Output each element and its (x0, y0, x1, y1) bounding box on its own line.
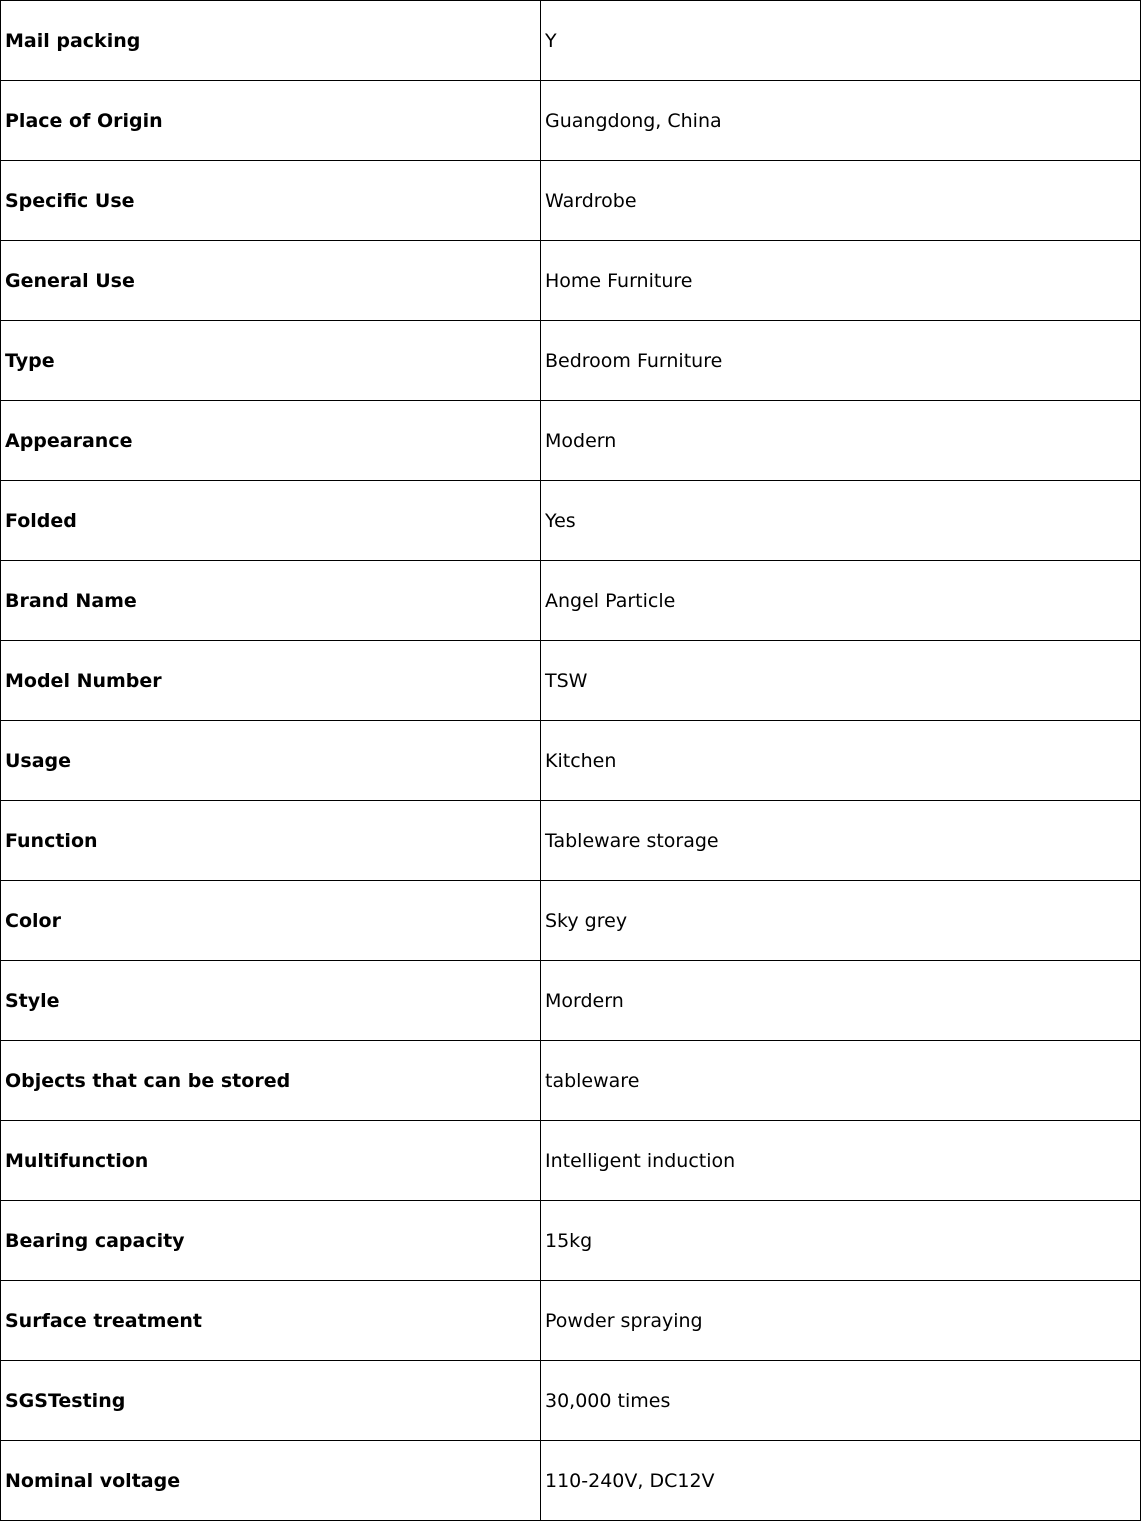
spec-value: 15kg (541, 1201, 1141, 1281)
spec-label: Folded (1, 481, 541, 561)
table-row (1, 1, 1141, 81)
spec-label: Type (1, 321, 541, 401)
table-row (1, 801, 1141, 881)
spec-label: Surface treatment (1, 1281, 541, 1361)
spec-label: Objects that can be stored (1, 1041, 541, 1121)
spec-value: tableware (541, 1041, 1141, 1121)
table-row (1, 881, 1141, 961)
spec-label: Nominal voltage (1, 1441, 541, 1521)
spec-value: Y (541, 1, 1141, 81)
spec-label: SGSTesting (1, 1361, 541, 1441)
table-row (1, 481, 1141, 561)
table-row (1, 1281, 1141, 1361)
spec-value: Mordern (541, 961, 1141, 1041)
table-row (1, 321, 1141, 401)
table-row (1, 401, 1141, 481)
spec-label: Color (1, 881, 541, 961)
spec-value: Wardrobe (541, 161, 1141, 241)
spec-value: Home Furniture (541, 241, 1141, 321)
spec-label: Style (1, 961, 541, 1041)
spec-label: General Use (1, 241, 541, 321)
table-row (1, 81, 1141, 161)
table-row (1, 961, 1141, 1041)
table-row (1, 721, 1141, 801)
table-row (1, 561, 1141, 641)
spec-value: Guangdong, China (541, 81, 1141, 161)
table-row (1, 641, 1141, 721)
spec-value: Powder spraying (541, 1281, 1141, 1361)
spec-table-body (1, 1, 1141, 1521)
spec-value: Bedroom Furniture (541, 321, 1141, 401)
table-row (1, 1201, 1141, 1281)
spec-value: Sky grey (541, 881, 1141, 961)
spec-label: Place of Origin (1, 81, 541, 161)
spec-label: Brand Name (1, 561, 541, 641)
spec-value: Tableware storage (541, 801, 1141, 881)
spec-value: Yes (541, 481, 1141, 561)
spec-label: Model Number (1, 641, 541, 721)
table-row (1, 1041, 1141, 1121)
spec-value: Angel Particle (541, 561, 1141, 641)
spec-value: 110-240V, DC12V (541, 1441, 1141, 1521)
table-row (1, 1121, 1141, 1201)
table-row (1, 161, 1141, 241)
table-row (1, 1441, 1141, 1521)
table-row (1, 241, 1141, 321)
spec-label: Usage (1, 721, 541, 801)
spec-label: Function (1, 801, 541, 881)
spec-value: Kitchen (541, 721, 1141, 801)
spec-value: 30,000 times (541, 1361, 1141, 1441)
table-row (1, 1361, 1141, 1441)
spec-value: TSW (541, 641, 1141, 721)
spec-label: Specific Use (1, 161, 541, 241)
spec-label: Mail packing (1, 1, 541, 81)
spec-label: Multifunction (1, 1121, 541, 1201)
spec-value: Intelligent induction (541, 1121, 1141, 1201)
spec-label: Appearance (1, 401, 541, 481)
spec-label: Bearing capacity (1, 1201, 541, 1281)
spec-value: Modern (541, 401, 1141, 481)
